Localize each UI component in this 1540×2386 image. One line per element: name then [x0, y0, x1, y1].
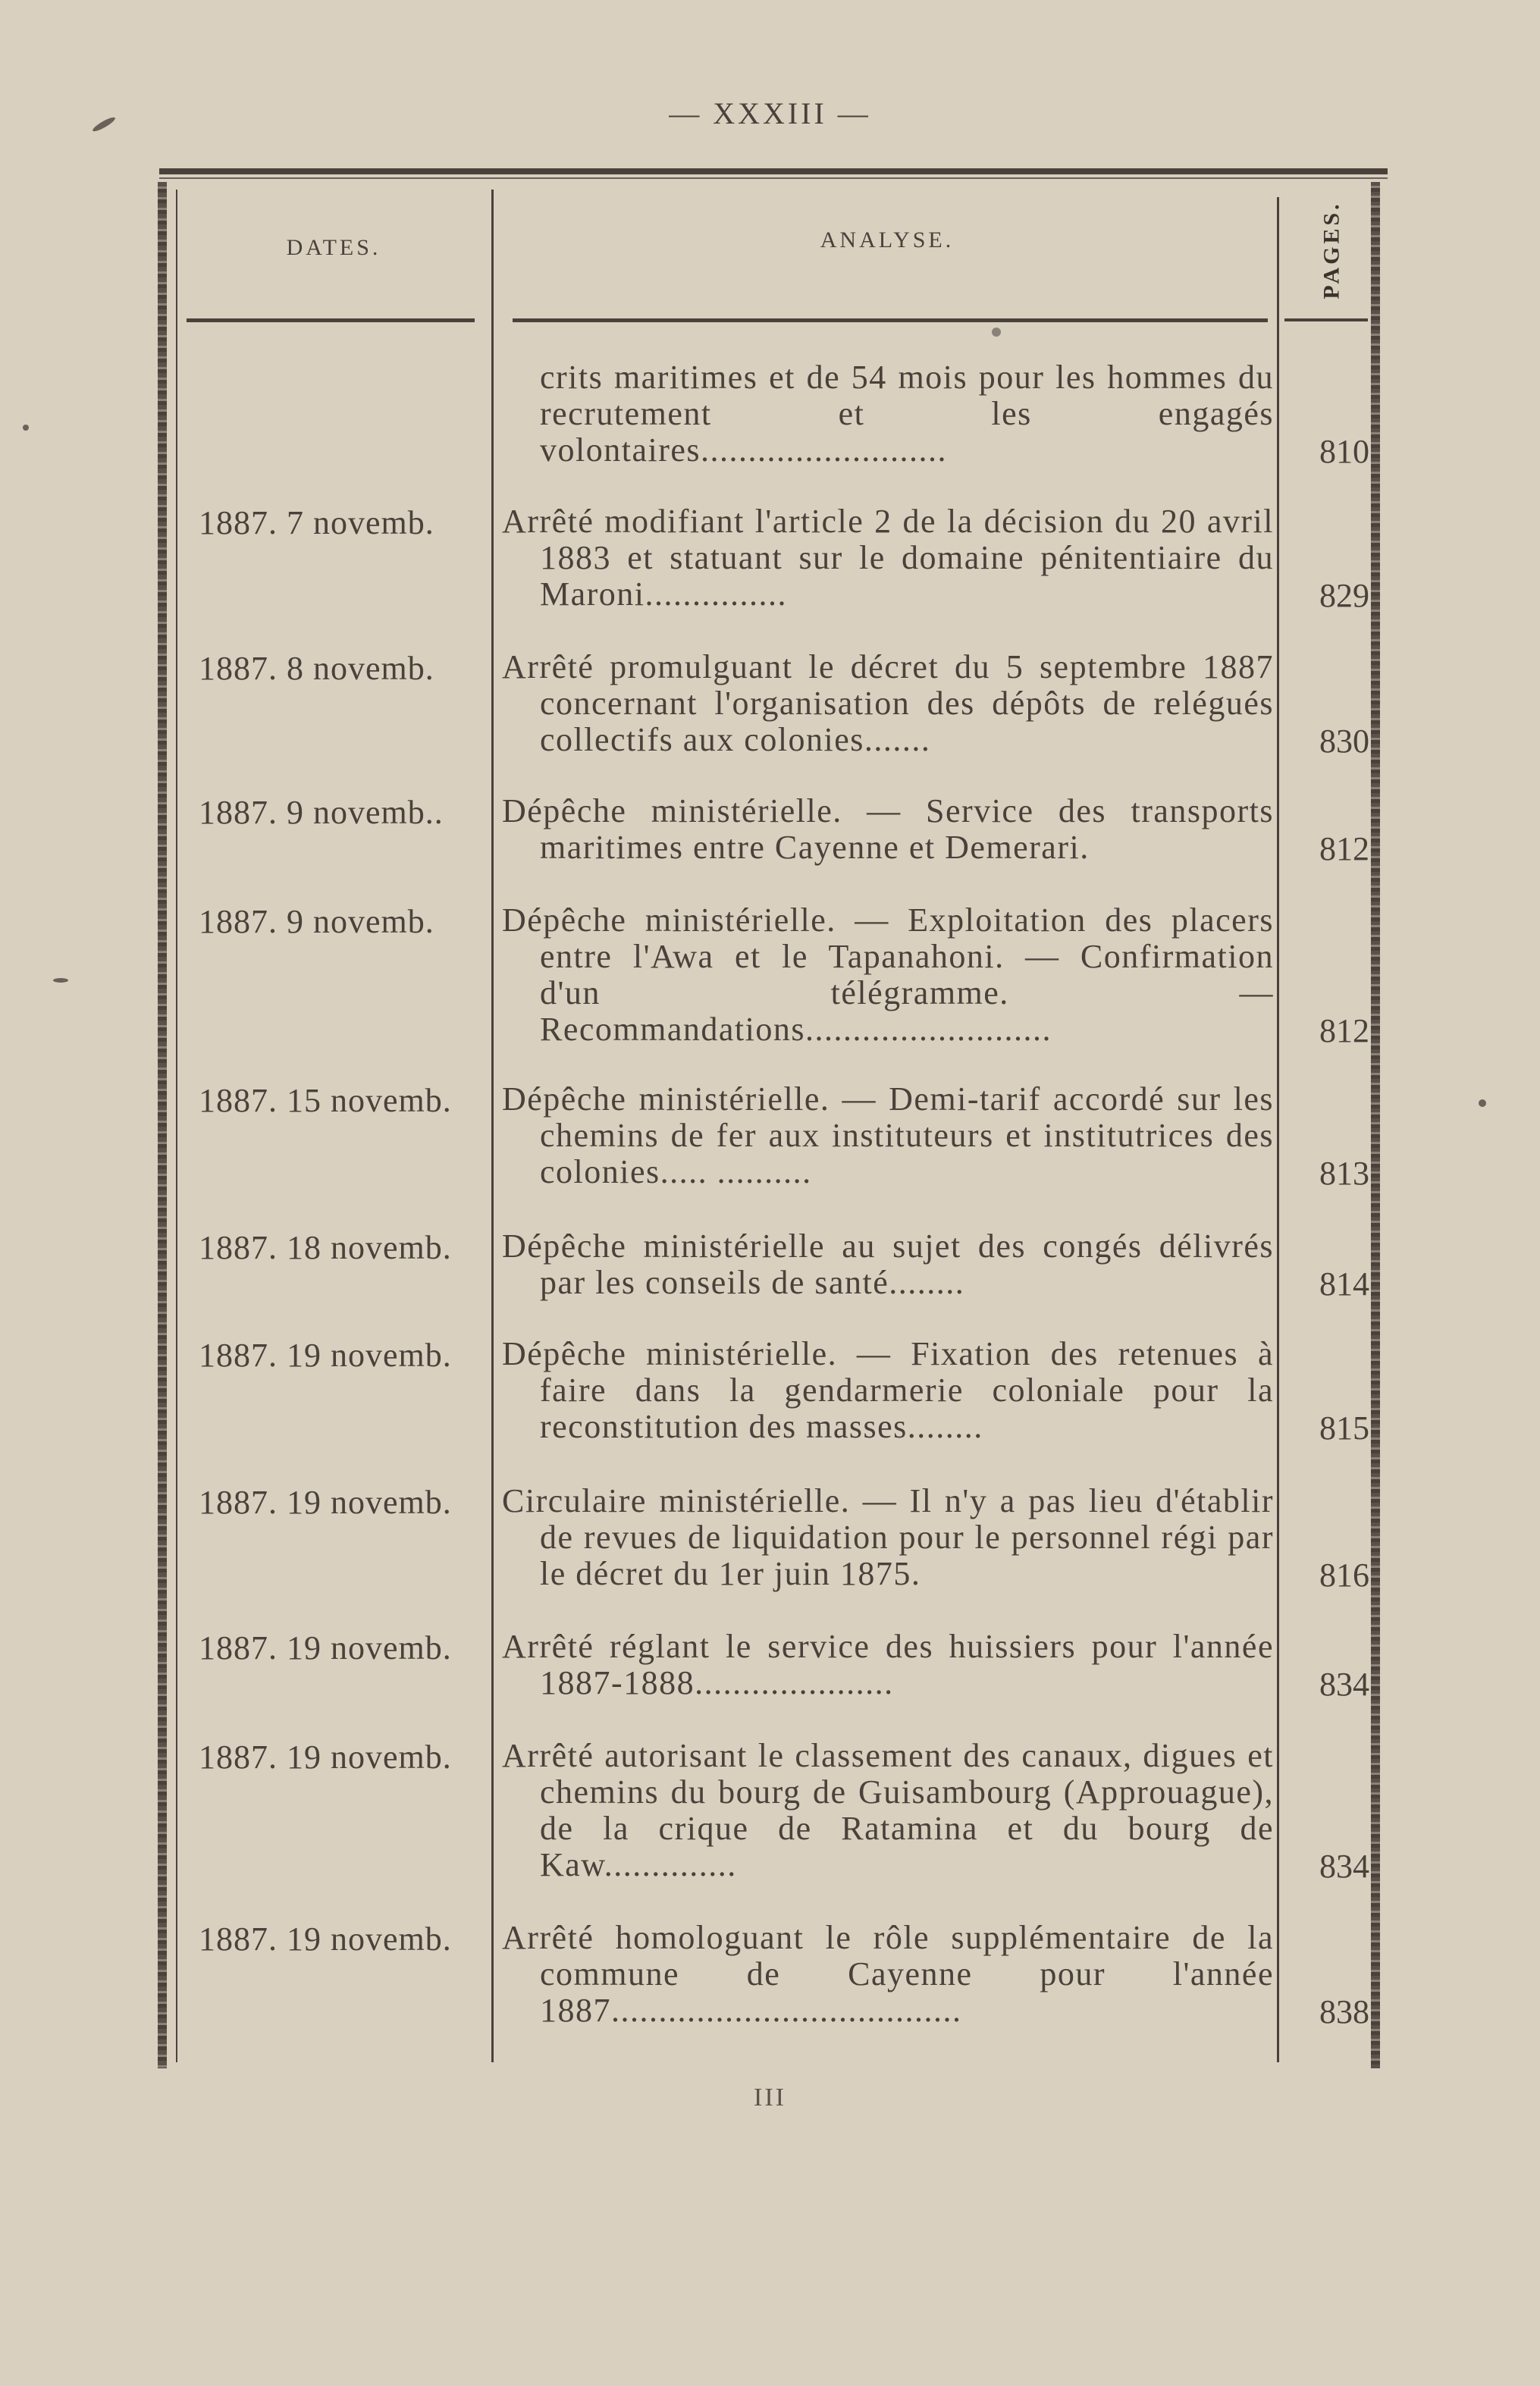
entry-page: 812	[1319, 830, 1369, 867]
right-border	[1371, 182, 1380, 2068]
entry-analysis: crits maritimes et de 54 mois pour les hommes du recrutement et les engagés volontaires..........................	[540, 359, 1274, 469]
entry-date: 1887. 18 novemb.	[199, 1229, 452, 1266]
entry-analysis: Arrêté homologuant le rôle supplémentaire de la commune de Cayenne pour l'année 1887.....................................	[502, 1919, 1274, 2029]
entry-date: 1887. 7 novemb.	[199, 504, 434, 541]
entry-page: 830	[1319, 723, 1369, 760]
column-divider-dates	[491, 190, 494, 2062]
entry-date: 1887. 19 novemb.	[199, 1629, 452, 1666]
column-divider-left	[176, 190, 177, 2062]
header-rule-pages	[1284, 318, 1368, 321]
signature-mark: III	[754, 2083, 786, 2112]
ink-speck	[53, 978, 68, 983]
entry-page: 834	[1319, 1848, 1369, 1885]
top-rule-thin	[159, 177, 1388, 179]
entry-analysis: Dépêche ministérielle. — Service des transports maritimes entre Cayenne et Demerari.	[502, 792, 1274, 866]
entry-analysis: Dépêche ministérielle. — Exploitation des placers entre l'Awa et le Tapanahoni. — Confirmation d'un télégramme. — Recommandations..........................	[502, 901, 1274, 1048]
entry-page: 810	[1319, 433, 1369, 470]
entry-analysis: Circulaire ministérielle. — Il n'y a pas lieu d'établir de revues de liquidation pour le personnel régi par le décret du 1er juin 1875.	[502, 1482, 1274, 1592]
entry-date: 1887. 19 novemb.	[199, 1337, 452, 1374]
entry-page: 829	[1319, 577, 1369, 614]
entry-page: 816	[1319, 1557, 1369, 1594]
column-divider-analyse	[1277, 197, 1279, 2062]
entry-analysis: Arrêté autorisant le classement des canaux, digues et chemins du bourg de Guisambourg (Approuague), de la crique de Ratamina et du bourg de Kaw..............	[502, 1737, 1274, 1883]
left-border	[158, 182, 167, 2068]
entry-page: 834	[1319, 1666, 1369, 1703]
entry-analysis: Dépêche ministérielle. — Demi-tarif accordé sur les chemins de fer aux instituteurs et institutrices des colonies..... ..........	[502, 1080, 1274, 1190]
entry-page: 814	[1319, 1265, 1369, 1303]
entry-analysis: Arrêté réglant le service des huissiers pour l'année 1887-1888.....................	[502, 1628, 1274, 1701]
entry-page: 812	[1319, 1012, 1369, 1049]
entry-analysis: Arrêté promulguant le décret du 5 septembre 1887 concernant l'organisation des dépôts de relégués collectifs aux colonies.......	[502, 648, 1274, 758]
page-number-header: — XXXIII —	[669, 96, 871, 130]
top-rule	[159, 168, 1388, 174]
entry-date: 1887. 8 novemb.	[199, 650, 434, 687]
ink-speck	[23, 425, 29, 431]
entry-page: 815	[1319, 1409, 1369, 1447]
entry-page: 838	[1319, 1993, 1369, 2030]
entry-date: 1887. 15 novemb.	[199, 1082, 452, 1119]
column-header-pages	[1298, 193, 1366, 307]
ink-mark	[992, 328, 1001, 337]
column-header-dates: DATES.	[286, 235, 381, 260]
entry-date: 1887. 9 novemb.	[199, 903, 434, 940]
entry-analysis: Dépêche ministérielle. — Fixation des retenues à faire dans la gendarmerie coloniale pour la reconstitution des masses........	[502, 1335, 1274, 1445]
column-header-analyse: ANALYSE.	[820, 227, 955, 252]
entry-date: 1887. 19 novemb.	[199, 1484, 452, 1521]
ink-speck	[1479, 1099, 1486, 1107]
entry-date: 1887. 19 novemb.	[199, 1920, 452, 1958]
header-rule-dates	[187, 318, 475, 322]
entry-date: 1887. 19 novemb.	[199, 1739, 452, 1776]
entry-page: 813	[1319, 1155, 1369, 1192]
entry-analysis: Arrêté modifiant l'article 2 de la décision du 20 avril 1883 et statuant sur le domaine pénitentiaire du Maroni...............	[502, 503, 1274, 613]
column-header-pages-label: PAGES.	[1319, 201, 1345, 299]
entry-analysis: Dépêche ministérielle au sujet des congés délivrés par les conseils de santé........	[502, 1227, 1274, 1301]
header-rule-analyse	[513, 318, 1268, 322]
entry-date: 1887. 9 novemb..	[199, 794, 444, 831]
